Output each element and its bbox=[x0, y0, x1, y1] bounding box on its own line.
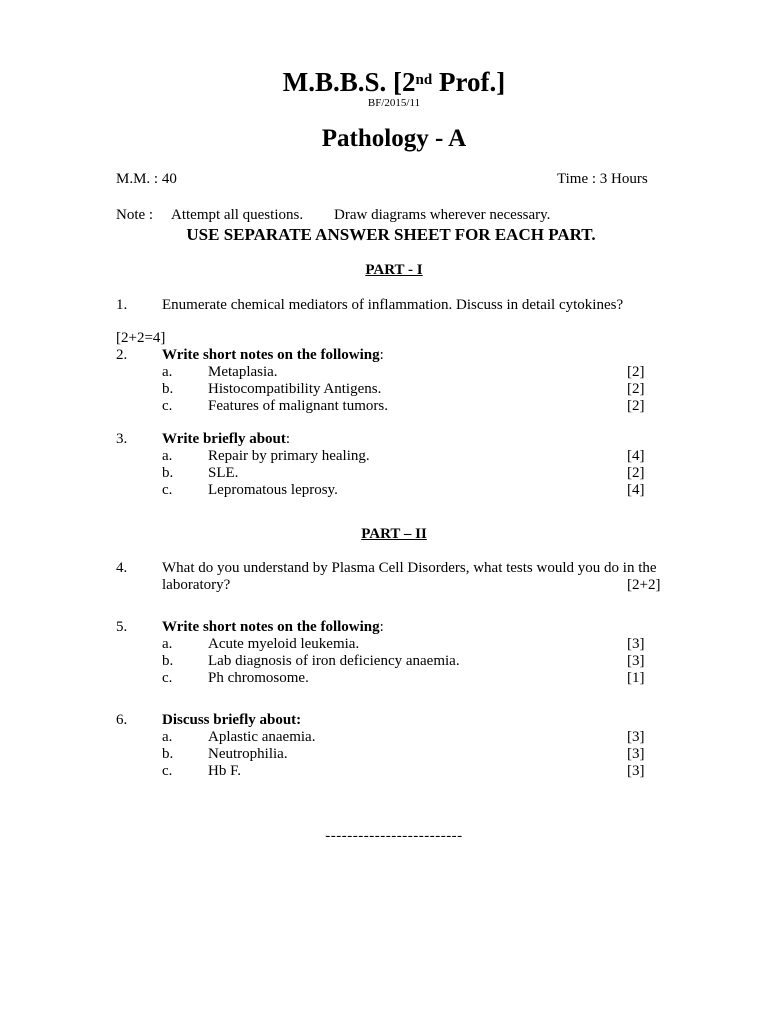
question-2c-marks: [2] bbox=[627, 398, 645, 414]
question-3b-marks: [2] bbox=[627, 465, 645, 481]
question-6a-letter: a. bbox=[162, 729, 173, 745]
question-5-heading bbox=[162, 619, 384, 636]
question-4-number: 4. bbox=[116, 560, 128, 576]
question-5-heading-text: Write short notes on the following bbox=[162, 619, 380, 635]
question-3a-text: Repair by primary healing. bbox=[208, 448, 370, 464]
question-6c-marks: [3] bbox=[627, 763, 645, 779]
question-6b-letter: b. bbox=[162, 746, 174, 762]
separate-sheet-instruction: USE SEPARATE ANSWER SHEET FOR EACH PART. bbox=[186, 225, 596, 244]
question-6a-text: Aplastic anaemia. bbox=[208, 729, 316, 745]
max-marks: M.M. : 40 bbox=[116, 171, 177, 187]
note-label: Note : bbox=[116, 207, 154, 223]
question-1-number: 1. bbox=[116, 297, 128, 313]
question-1-text: Enumerate chemical mediators of inflammation. Discuss in detail cytokines? bbox=[162, 297, 624, 313]
question-6b-text: Neutrophilia. bbox=[208, 746, 288, 762]
note-attempt-all: Attempt all questions. bbox=[171, 207, 304, 223]
question-5b-text: Lab diagnosis of iron deficiency anaemia. bbox=[208, 653, 460, 669]
part-1-heading: PART - I bbox=[365, 262, 423, 278]
question-5b-marks: [3] bbox=[627, 653, 645, 669]
question-2b-text: Histocompatibility Antigens. bbox=[208, 381, 382, 397]
question-2-number: 2. bbox=[116, 347, 128, 363]
question-6-number: 6. bbox=[116, 712, 128, 728]
question-2b-letter: b. bbox=[162, 381, 174, 397]
question-5b-letter: b. bbox=[162, 653, 174, 669]
exam-title-prefix: M.B.B.S. [2 bbox=[282, 67, 416, 97]
question-4-line-1: What do you understand by Plasma Cell Disorders, what tests would you do in the bbox=[162, 560, 657, 576]
question-3a-letter: a. bbox=[162, 448, 173, 464]
question-2c-text: Features of malignant tumors. bbox=[208, 398, 388, 414]
question-3-heading bbox=[162, 431, 290, 448]
time-allowed: Time : 3 Hours bbox=[557, 171, 648, 187]
question-3b-text: SLE. bbox=[208, 465, 239, 481]
question-4-marks: [2+2] bbox=[627, 577, 661, 593]
question-3c-text: Lepromatous leprosy. bbox=[208, 482, 338, 498]
question-2a-text: Metaplasia. bbox=[208, 364, 278, 380]
question-3c-marks: [4] bbox=[627, 482, 645, 498]
question-2a-marks: [2] bbox=[627, 364, 645, 380]
question-6c-text: Hb F. bbox=[208, 763, 241, 779]
question-2-heading bbox=[162, 347, 384, 364]
question-5c-marks: [1] bbox=[627, 670, 645, 686]
exam-title bbox=[0, 66, 768, 98]
question-2a-letter: a. bbox=[162, 364, 173, 380]
end-of-paper-divider: ------------------------- bbox=[325, 828, 463, 844]
question-5a-text: Acute myeloid leukemia. bbox=[208, 636, 360, 652]
question-6c-letter: c. bbox=[162, 763, 173, 779]
question-3a-marks: [4] bbox=[627, 448, 645, 464]
question-6a-marks: [3] bbox=[627, 729, 645, 745]
question-5a-marks: [3] bbox=[627, 636, 645, 652]
exam-title-suffix: Prof.] bbox=[432, 67, 506, 97]
question-5c-text: Ph chromosome. bbox=[208, 670, 309, 686]
note-draw-diagrams: Draw diagrams wherever necessary. bbox=[334, 207, 551, 223]
question-3-number: 3. bbox=[116, 431, 128, 447]
question-1-marks: [2+2=4] bbox=[116, 330, 166, 346]
question-5a-letter: a. bbox=[162, 636, 173, 652]
question-3-colon: : bbox=[285, 431, 291, 447]
question-3-heading-text: Write briefly about bbox=[162, 431, 286, 447]
question-2-heading-text: Write short notes on the following bbox=[162, 347, 380, 363]
question-2b-marks: [2] bbox=[627, 381, 645, 397]
part-2-heading: PART – II bbox=[361, 526, 427, 542]
question-2c-letter: c. bbox=[162, 398, 173, 414]
exam-title-superscript: nd bbox=[415, 72, 433, 88]
question-3c-letter: c. bbox=[162, 482, 173, 498]
question-2-colon: : bbox=[379, 347, 384, 363]
question-5-number: 5. bbox=[116, 619, 128, 635]
paper-code: BF/2015/11 bbox=[367, 97, 421, 109]
subject-title: Pathology - A bbox=[321, 125, 467, 152]
question-5c-letter: c. bbox=[162, 670, 173, 686]
question-6-heading: Discuss briefly about: bbox=[162, 712, 302, 728]
question-6b-marks: [3] bbox=[627, 746, 645, 762]
question-5-colon: : bbox=[379, 619, 384, 635]
question-3b-letter: b. bbox=[162, 465, 174, 481]
question-4-line-2: laboratory? bbox=[162, 577, 231, 593]
